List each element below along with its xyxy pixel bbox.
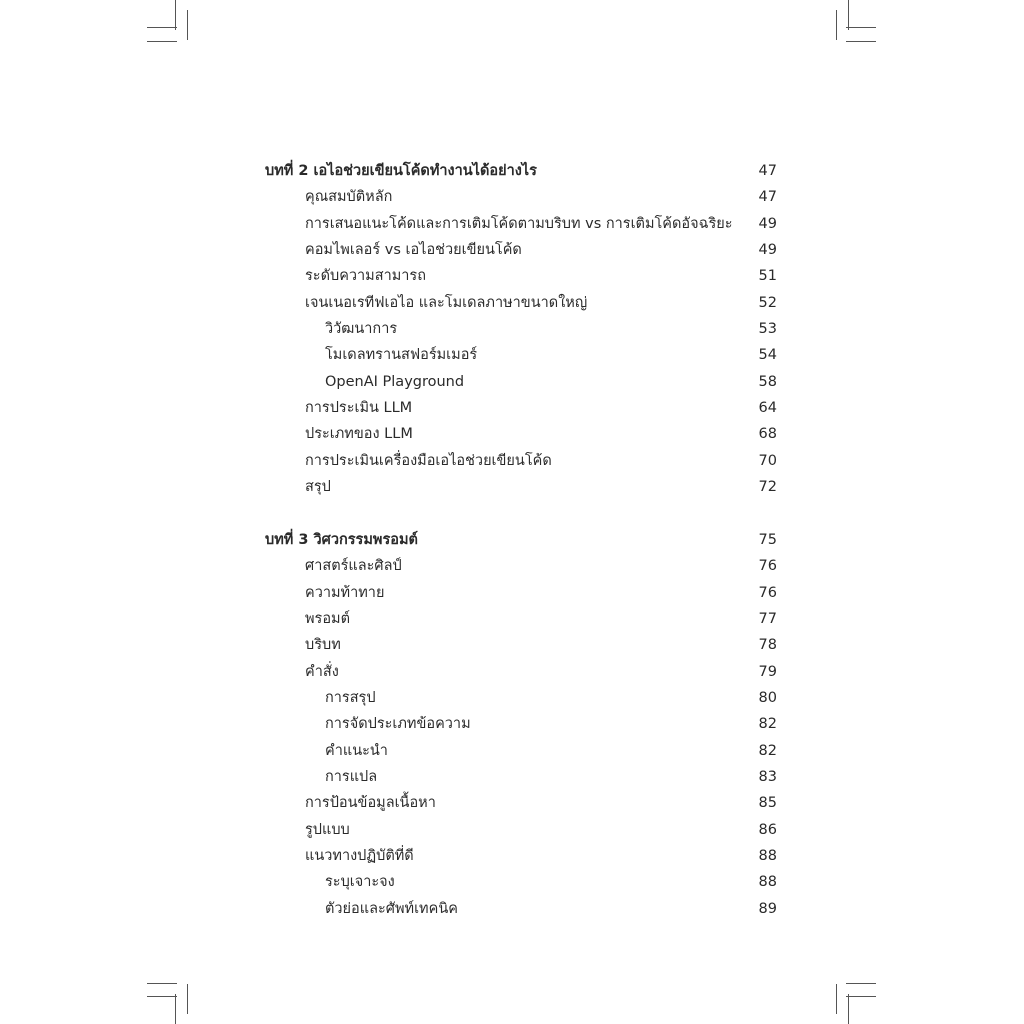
toc-subentry [265, 316, 777, 342]
page-number: 88 [758, 847, 777, 864]
page-number: 82 [758, 716, 777, 733]
toc-entry [265, 395, 777, 421]
toc-subentry [265, 764, 777, 790]
toc-entry [265, 421, 777, 447]
crop-mark [836, 10, 837, 40]
page-number: 82 [758, 742, 777, 759]
page-number: 58 [758, 373, 777, 390]
toc-entry [265, 606, 777, 632]
page-number: 47 [758, 189, 777, 206]
entry-title: บริบท [305, 637, 341, 654]
page-number: 83 [758, 768, 777, 785]
page-number: 85 [758, 795, 777, 812]
page-number: 52 [758, 294, 777, 311]
entry-title: ระบุเจาะจง [325, 874, 395, 891]
toc-entry [265, 790, 777, 816]
toc-entry [265, 553, 777, 579]
page-number: 88 [758, 874, 777, 891]
page-number: 89 [758, 900, 777, 917]
page-number: 86 [758, 821, 777, 838]
toc-subentry [265, 896, 777, 922]
page-number: 47 [758, 163, 777, 179]
toc-entry [265, 263, 777, 289]
page-number: 79 [758, 663, 777, 680]
entry-title: คำแนะนำ [325, 742, 388, 759]
crop-mark [846, 983, 876, 984]
crop-mark [848, 994, 849, 1024]
page-number: 72 [758, 479, 777, 496]
entry-title: วิวัฒนาการ [325, 321, 398, 338]
entry-title: คอมไพเลอร์ vs เอไอช่วยเขียนโค้ด [305, 242, 522, 259]
table-of-contents [265, 158, 777, 922]
chapter-heading [265, 158, 777, 184]
page-number: 64 [758, 400, 777, 417]
entry-title: ตัวย่อและศัพท์เทคนิค [325, 900, 458, 917]
page-number: 78 [758, 637, 777, 654]
entry-title: การแปล [325, 768, 378, 785]
toc-subentry [265, 685, 777, 711]
entry-title: เจนเนอเรทีฟเอไอ และโมเดลภาษาขนาดใหญ่ [305, 294, 588, 311]
entry-title: ความท้าทาย [305, 584, 385, 601]
page-number: 75 [758, 531, 777, 548]
entry-title: รูปแบบ [305, 821, 350, 838]
entry-title: ประเภทของ LLM [305, 426, 413, 443]
toc-entry [265, 184, 777, 210]
entry-title: การสรุป [325, 689, 376, 706]
entry-title: การประเมิน LLM [305, 400, 413, 417]
entry-title: สรุป [305, 479, 331, 496]
page-number: 51 [758, 268, 777, 285]
entry-title: การเสนอแนะโค้ดและการเติมโค้ดตามบริบท vs การเติมโค้ดอัจฉริยะ [305, 215, 733, 232]
crop-mark [187, 10, 188, 40]
toc-subentry [265, 738, 777, 764]
page-number: 70 [758, 452, 777, 469]
crop-mark [147, 41, 177, 42]
toc-subentry [265, 369, 777, 395]
page-number: 76 [758, 584, 777, 601]
page-number: 80 [758, 689, 777, 706]
toc-entry [265, 632, 777, 658]
chapter-title: บทที่ 3 วิศวกรรมพรอมต์ [265, 531, 418, 548]
toc-entry [265, 580, 777, 606]
entry-title: การป้อนข้อมูลเนื้อหา [305, 795, 436, 812]
toc-entry [265, 474, 777, 500]
toc-entry [265, 843, 777, 869]
chapter-title: บทที่ 2 เอไอช่วยเขียนโค้ดทำงานได้อย่างไร [265, 163, 537, 179]
entry-title: การประเมินเครื่องมือเอไอช่วยเขียนโค้ด [305, 452, 552, 469]
toc-entry [265, 237, 777, 263]
chapter-spacer [265, 500, 777, 526]
toc-entry [265, 659, 777, 685]
toc-entry [265, 448, 777, 474]
toc-subentry [265, 342, 777, 368]
page-number: 77 [758, 610, 777, 627]
crop-mark [846, 27, 876, 28]
entry-title: คำสั่ง [305, 663, 339, 680]
crop-mark [846, 41, 876, 42]
crop-mark [175, 0, 176, 30]
page-number: 68 [758, 426, 777, 443]
entry-title: โมเดลทรานสฟอร์มเมอร์ [325, 347, 478, 364]
page-number: 53 [758, 321, 777, 338]
toc-entry [265, 817, 777, 843]
crop-mark [147, 983, 177, 984]
crop-mark [187, 984, 188, 1014]
entry-title: แนวทางปฏิบัติที่ดี [305, 847, 414, 864]
entry-title: ศาสตร์และศิลป์ [305, 558, 402, 575]
toc-entry [265, 290, 777, 316]
crop-mark [846, 996, 876, 997]
crop-mark [147, 996, 177, 997]
crop-mark [848, 0, 849, 30]
page-number: 49 [758, 242, 777, 259]
entry-title: ระดับความสามารถ [305, 268, 426, 285]
crop-mark [147, 27, 177, 28]
toc-entry [265, 211, 777, 237]
entry-title: คุณสมบัติหลัก [305, 189, 393, 206]
page-number: 76 [758, 558, 777, 575]
toc-subentry [265, 869, 777, 895]
entry-title: การจัดประเภทข้อความ [325, 716, 471, 733]
crop-mark [836, 984, 837, 1014]
entry-title: OpenAI Playground [325, 373, 465, 390]
crop-mark [175, 994, 176, 1024]
chapter-heading [265, 527, 777, 553]
toc-subentry [265, 711, 777, 737]
entry-title: พรอมต์ [305, 610, 351, 627]
page-number: 49 [758, 215, 777, 232]
page-number: 54 [758, 347, 777, 364]
